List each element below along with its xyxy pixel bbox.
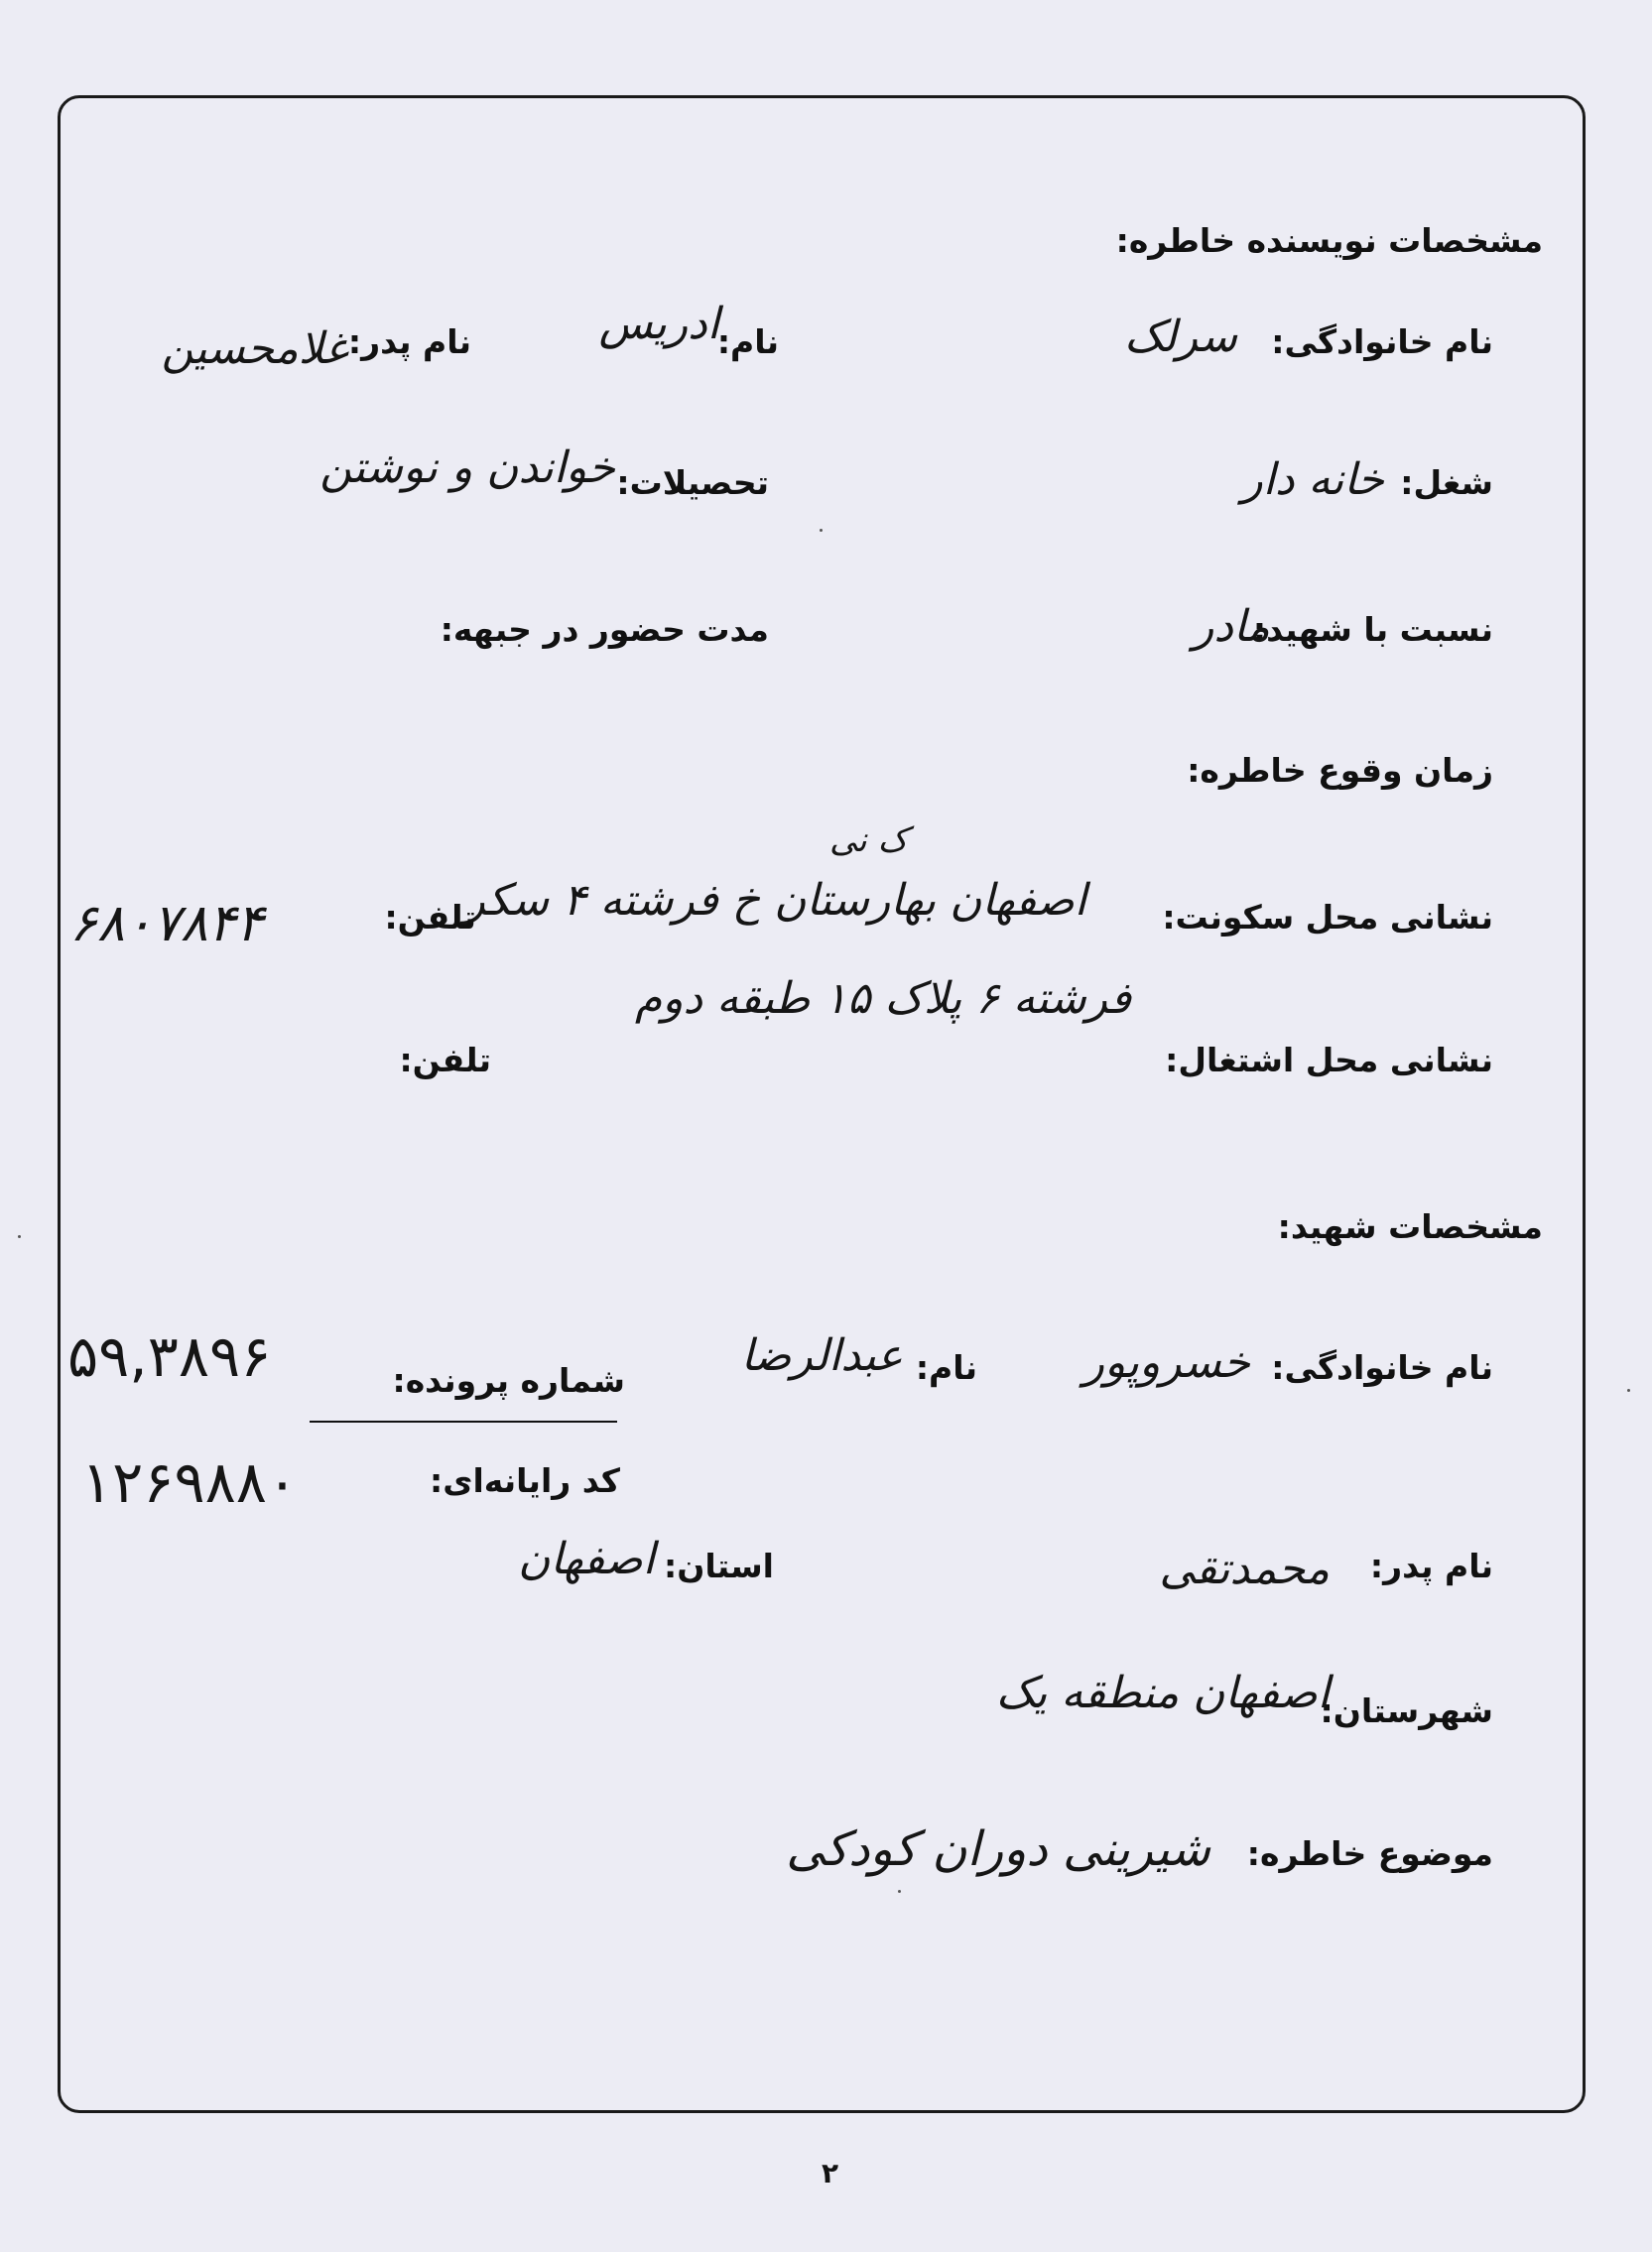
martyr-province-value: اصفهان xyxy=(518,1534,655,1584)
scan-speck xyxy=(820,529,823,532)
martyr-heading: مشخصات شهید: xyxy=(1277,1207,1543,1246)
writer-father-value: غلامحسین xyxy=(161,323,347,374)
martyr-name-label: نام: xyxy=(915,1348,977,1387)
writer-duration-label: مدت حضور در جبهه: xyxy=(440,610,769,649)
writer-name-label: نام: xyxy=(716,322,779,361)
martyr-family-label: نام خانوادگی: xyxy=(1271,1348,1493,1387)
page-frame xyxy=(58,95,1586,2113)
martyr-city-label: شهرستان: xyxy=(1320,1691,1493,1730)
martyr-file-value: ۵۹,۳۸۹۶ xyxy=(67,1322,272,1390)
file-number-underline xyxy=(310,1421,617,1423)
writer-work-label: نشانی محل اشتغال: xyxy=(1165,1041,1493,1079)
writer-work-phone-label: تلفن: xyxy=(399,1041,491,1079)
martyr-father-label: نام پدر: xyxy=(1369,1547,1493,1585)
writer-name-value: ادریس xyxy=(598,299,719,349)
writer-father-label: نام پدر: xyxy=(347,322,471,361)
writer-job-label: شغل: xyxy=(1400,463,1493,502)
writer-relation-value: مادر xyxy=(1193,601,1270,652)
writer-education-label: تحصیلات: xyxy=(616,463,769,502)
scan-speck xyxy=(898,1890,901,1893)
martyr-father-value: محمدتقی xyxy=(1159,1544,1330,1594)
writer-phone-value: ۶۸۰۷۸۴۴ xyxy=(69,894,264,953)
martyr-city-value: اصفهان منطقه یک xyxy=(995,1668,1330,1718)
martyr-code-value: ۱۲۶۹۸۸۰ xyxy=(81,1448,299,1516)
scan-speck xyxy=(18,1235,21,1238)
writer-address-superscript: ک نی xyxy=(828,820,908,860)
martyr-family-value: خسروپور xyxy=(1082,1337,1250,1388)
martyr-topic-value: شیرینی دوران کودکی xyxy=(786,1821,1210,1877)
writer-family-value: سرلک xyxy=(1124,312,1237,362)
writer-phone-label: تلفن: xyxy=(384,898,476,937)
writer-family-label: نام خانوادگی: xyxy=(1271,322,1493,361)
martyr-file-label: شماره پرونده: xyxy=(392,1361,625,1400)
writer-relation-label: نسبت با شهید: xyxy=(1252,610,1493,649)
writer-address-value-line2: فرشته ۶ پلاک ۱۵ طبقه دوم xyxy=(635,973,1131,1024)
martyr-name-value: عبدالرضا xyxy=(740,1330,903,1381)
writer-job-value: خانه دار xyxy=(1241,454,1384,505)
page-number: ۲ xyxy=(822,2157,839,2189)
martyr-code-label: کد رایانه‌ای: xyxy=(430,1461,620,1500)
writer-address-value-line1: اصفهان بهارستان خ فرشته ۴ سکر xyxy=(463,875,1086,926)
writer-education-value: خواندن و نوشتن xyxy=(319,442,615,493)
martyr-province-label: استان: xyxy=(664,1547,774,1585)
writer-time-label: زمان وقوع خاطره: xyxy=(1187,751,1493,790)
scan-speck xyxy=(1627,1389,1630,1392)
writer-heading: مشخصات نویسنده خاطره: xyxy=(1115,221,1543,260)
martyr-topic-label: موضوع خاطره: xyxy=(1246,1834,1493,1873)
writer-address-label: نشانی محل سکونت: xyxy=(1162,898,1493,937)
